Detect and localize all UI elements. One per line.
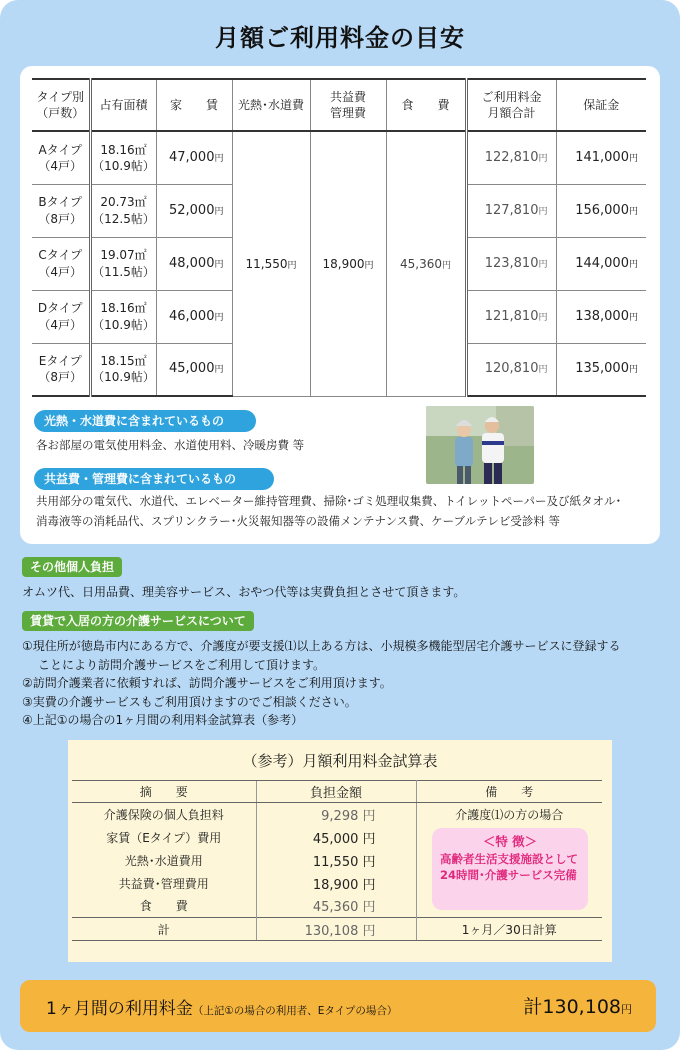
sim-total-amount: 130,108 円 [256,918,416,941]
photo-illustration [426,406,534,484]
sim-amount: 9,298 円 [256,803,416,826]
sim-amount: 18,900 円 [256,872,416,895]
row-area: 18.16㎡ （10.9帖） [90,131,156,184]
row-area: 18.16㎡ （10.9帖） [90,290,156,343]
monthly-total-label [46,994,397,1019]
sim-header-item: 摘 要 [72,781,256,803]
simulation-panel [68,740,612,962]
row-rent: 45,000円 [156,343,232,396]
row-total: 123,810円 [466,237,556,290]
care-item: ①現住所が徳島市内にある方で、介護度が要支援⑴以上ある方は、小規模多機能型居宅介護サービスに登録する [22,639,621,653]
simulation-title: （参考）月額利用料金試算表 [242,752,438,770]
care-item: ②訪問介護業者に依頼すれば、訪問介護サービスをご利用頂けます。 [22,676,392,691]
row-type: Eタイプ （8戸） [32,343,90,396]
utilities-note: 各お部屋の電気使用料金、水道使用料、冷暖房費 等 [36,438,305,452]
sim-header-note: 備 考 [416,781,602,803]
sim-label: 介護保険の個人負担料 [103,807,224,822]
table-row [72,803,602,826]
row-total: 120,810円 [466,343,556,396]
header-deposit: 保証金 [556,79,646,131]
sim-amount: 45,360 円 [256,895,416,918]
row-deposit: 144,000円 [556,237,646,290]
header-meal: 食 費 [386,79,466,131]
header-area: 占有面積 [90,79,156,131]
sim-total-row [72,918,602,941]
care-service-list [22,637,662,730]
row-type: Dタイプ （4戸） [32,290,90,343]
row-rent: 47,000円 [156,131,232,184]
sim-label: 共益費･管理費用 [118,876,209,891]
sim-note: 介護度⑴の方の場合 [455,807,564,822]
row-deposit: 135,000円 [556,343,646,396]
meal-cell: 45,360円 [386,131,466,396]
row-rent: 46,000円 [156,290,232,343]
row-area: 18.15㎡ （10.9帖） [90,343,156,396]
row-total: 127,810円 [466,184,556,237]
utilities-label: 光熱・水道費に含まれているもの [34,410,256,432]
care-service-label: 賃貸で入居の方の介護サービスについて [22,611,254,631]
row-area: 19.07㎡ （11.5帖） [90,237,156,290]
sim-header-amount: 負担金額 [256,781,416,803]
row-deposit: 138,000円 [556,290,646,343]
monthly-total-sub: （上記①の場合の利用者、Eタイプの場合） [192,1005,398,1017]
feature-box [432,828,588,910]
page-title: 月額ご利用料金の目安 [215,24,465,52]
header-total: ご利用料金 月額合計 [466,79,556,131]
care-item: ③実費の介護サービスもご利用頂けますのでご相談ください。 [22,694,357,709]
row-rent: 52,000円 [156,184,232,237]
row-rent: 48,000円 [156,237,232,290]
common-fee-cell: 18,900円 [310,131,386,396]
care-item: ことにより訪問介護サービスをご利用して頂けます。 [38,657,326,672]
elderly-couple-photo [426,406,534,484]
table-row [32,131,646,184]
row-deposit: 141,000円 [556,131,646,184]
utilities-cell: 11,550円 [232,131,310,396]
row-type: Bタイプ （8戸） [32,184,90,237]
sim-label: 食 費 [139,899,188,914]
fee-table [32,78,646,397]
row-area: 20.73㎡ （12.5帖） [90,184,156,237]
header-rent: 家 賃 [156,79,232,131]
sim-label: 光熱･水道費用 [124,853,203,868]
sim-amount: 11,550 円 [256,849,416,872]
row-type: Cタイプ （4戸） [32,237,90,290]
row-deposit: 156,000円 [556,184,646,237]
fee-card [20,66,660,544]
row-total: 122,810円 [466,131,556,184]
care-item: ④上記①の場合の1ヶ月間の利用料金試算表（参考） [22,713,304,728]
monthly-total-value: 計130,108 [523,996,621,1018]
monthly-total-title: 1ヶ月間の利用料金 [46,999,193,1019]
sim-total-label: 計 [72,918,256,941]
feature-title: ＜特 徴＞ [482,834,538,849]
other-costs-label: その他個人負担 [22,557,122,577]
row-total: 121,810円 [466,290,556,343]
header-common-fee: 共益費 管理費 [310,79,386,131]
sim-amount: 45,000 円 [256,826,416,849]
header-utilities: 光熱･水道費 [232,79,310,131]
row-type: Aタイプ （4戸） [32,131,90,184]
fee-table-header [32,79,646,131]
sim-total-note: 1ヶ月／30日計算 [416,918,602,941]
common-fee-note-1: 共用部分の電気代、水道代、エレベーター維持管理費、掃除･ゴミ処理収集費、トイレットペーパー及び紙タオル･ [36,494,622,508]
feature-text: 高齢者生活支援施設として24時間･介護サービス完備 [440,852,578,882]
simulation-header [72,781,602,803]
monthly-total-amount [523,992,632,1019]
common-fee-label: 共益費・管理費に含まれているもの [34,468,274,490]
other-costs-text: オムツ代、日用品費、理美容サービス、おやつ代等は実費負担とさせて頂きます。 [22,585,466,599]
monthly-total-bar [20,980,656,1032]
common-fee-note-2: 消毒液等の消耗品代、スプリンクラー･火災報知器等の設備メンテナンス費、ケーブルテレビ受診料 等 [36,514,561,528]
header-type: タイプ別 （戸数） [32,79,90,131]
sim-label: 家賃（Eタイプ）費用 [106,830,222,845]
monthly-total-yen: 円 [621,1003,632,1016]
